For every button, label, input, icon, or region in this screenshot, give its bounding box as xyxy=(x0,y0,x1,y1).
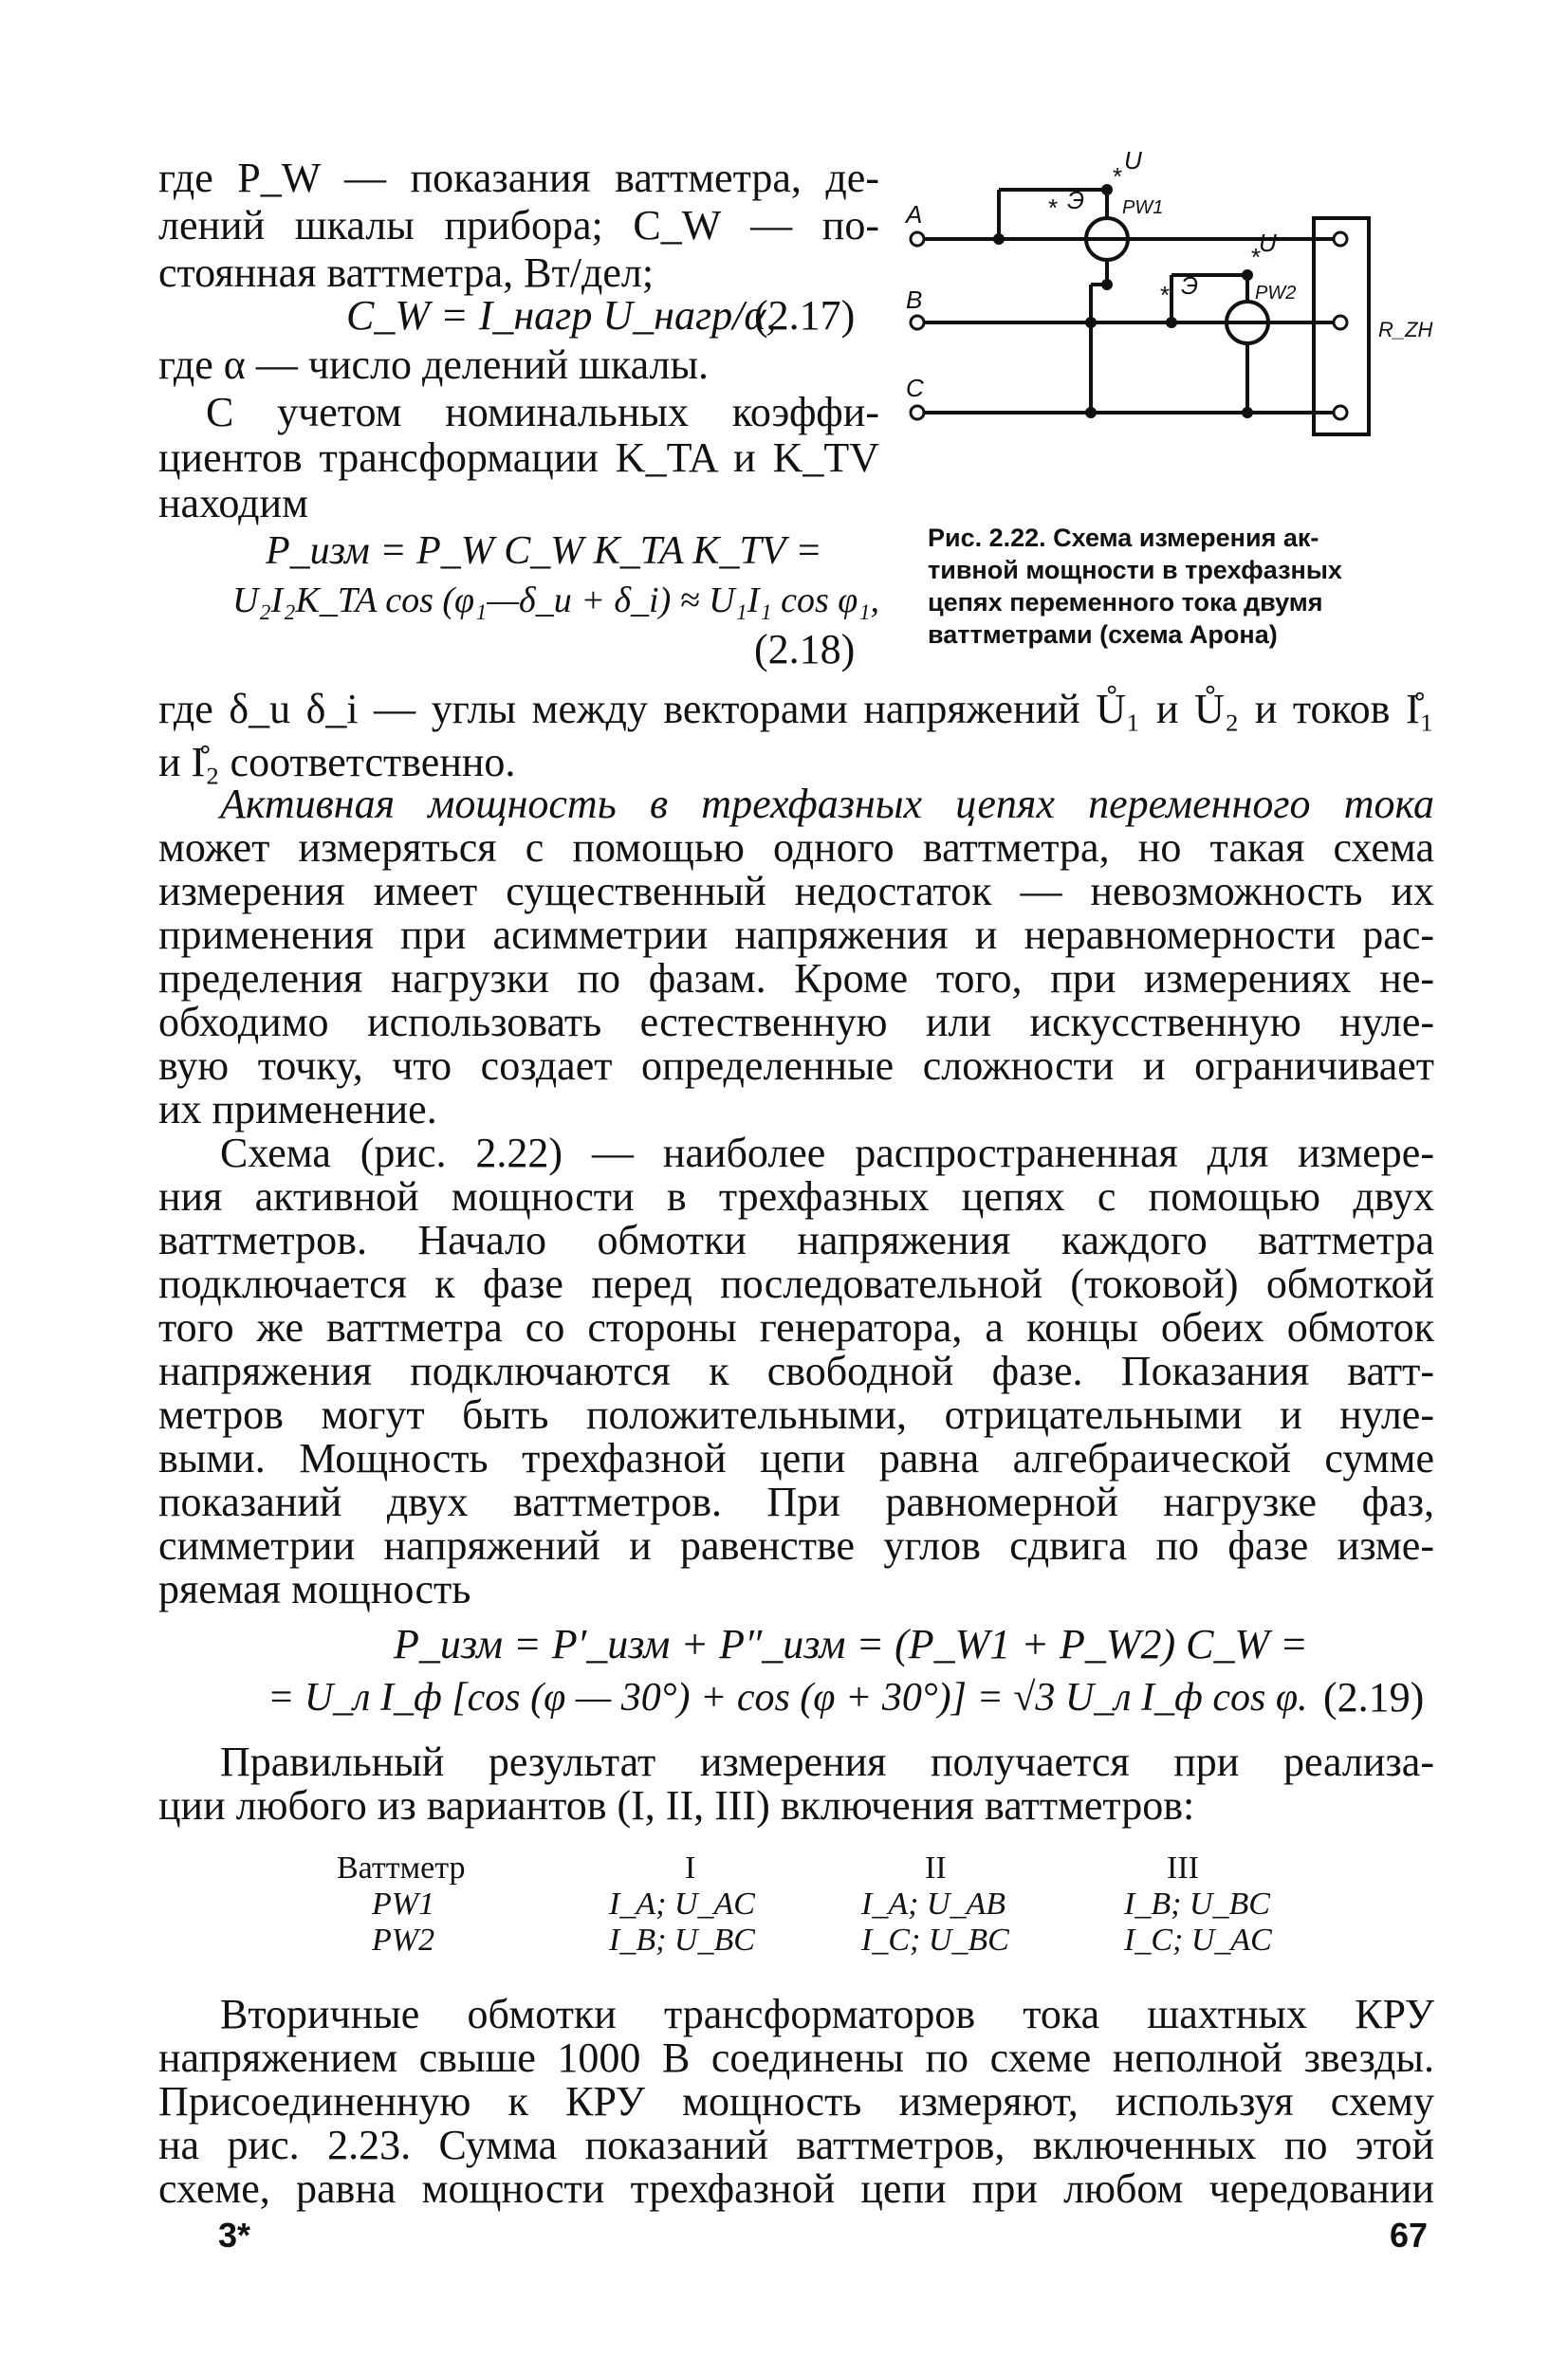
text-line: применения при асимметрии напряжения и неравномерности рас- xyxy=(158,911,1434,958)
text-line: выми. Мощность трехфазной цепи равна алгебраической сумме xyxy=(158,1435,1434,1482)
table-cell: I_B; U_BC xyxy=(1124,1887,1270,1922)
label-i2: Э xyxy=(1181,271,1199,300)
table-cell: PW2 xyxy=(372,1923,435,1958)
text-line: напряжением свыше 1000 В соединены по схеме неполной звезды. xyxy=(158,2034,1434,2081)
phase-label-c: C xyxy=(906,374,924,402)
equation-number: (2.19) xyxy=(1323,1674,1425,1721)
text-line: измерения имеет существенный недостаток — невозможность их xyxy=(158,868,1434,914)
table-header-col: I xyxy=(685,1850,696,1886)
text-line: симметрии напряжений и равенстве углов сдвига по фазе изме- xyxy=(158,1522,1434,1569)
table-cell: I_A; U_AB xyxy=(861,1887,1006,1922)
label-star: * xyxy=(1160,281,1171,309)
aron-circuit-diagram xyxy=(896,142,1466,474)
text-line: метров могут быть положительными, отрицательными и нуле- xyxy=(158,1391,1434,1438)
text-line: лений шкалы прибора; C_W — по- xyxy=(158,202,879,249)
table-cell: I_A; U_AC xyxy=(609,1887,755,1922)
text-line: и I̊₂ соответственно. xyxy=(158,739,516,785)
text-line: обходимо использовать естественную или искусственную нуле- xyxy=(158,999,1434,1045)
text-line-italic: Активная мощность в трехфазных цепях переменного тока xyxy=(220,781,1434,827)
phase-label-b: B xyxy=(906,285,923,314)
signature-mark: 3* xyxy=(218,2216,251,2255)
text-line: их применение. xyxy=(158,1086,437,1132)
label-rzh: R_ZH xyxy=(1378,318,1433,341)
figure-caption-line: ваттметрами (схема Арона) xyxy=(928,620,1278,649)
text-line: показаний двух ваттметров. При равномерной нагрузке фаз, xyxy=(158,1479,1434,1525)
equation-2-18b: U₂I₂K_TA cos (φ₁—δ_u + δ_i) ≈ U₁I₁ cos φ₁, xyxy=(232,580,879,620)
text-line: напряжения подключаются к свободной фазе. Показания ватт- xyxy=(158,1348,1434,1394)
label-i1: Э xyxy=(1067,186,1085,214)
table-cell: PW1 xyxy=(372,1887,435,1922)
text-line: может измеряться с помощью одного ваттметра, но такая схема xyxy=(158,824,1434,871)
text-line: находим xyxy=(158,480,308,526)
figure-caption-line: Рис. 2.22. Схема измерения ак- xyxy=(928,524,1319,552)
text-line: на рис. 2.23. Сумма показаний ваттметров, включенных по этой xyxy=(158,2122,1434,2168)
table-cell: I_C; U_BC xyxy=(861,1923,1009,1958)
text-line: Схема (рис. 2.22) — наиболее распространенная для измере- xyxy=(220,1130,1434,1176)
phase-label-a: A xyxy=(906,200,923,229)
equation-number: (2.17) xyxy=(754,292,856,339)
text-line: Правильный результат измерения получается при реализа- xyxy=(220,1739,1434,1785)
text-line: того же ваттметра со стороны генератора, а концы обеих обмоток xyxy=(158,1304,1434,1351)
text-line: ции любого из вариантов (I, II, III) включения ваттметров: xyxy=(158,1782,1195,1829)
text-line: где P_W — показания ваттметра, де- xyxy=(158,155,879,201)
page-number: 67 xyxy=(1390,2216,1429,2255)
figure-caption-line: цепях переменного тока двумя xyxy=(928,588,1323,617)
table-header-col: II xyxy=(925,1850,947,1886)
figure-caption-line: тивной мощности в трехфазных xyxy=(928,556,1342,584)
label-u1: U xyxy=(1124,146,1142,175)
text-line: ряемая мощность xyxy=(158,1566,471,1612)
table-cell: I_C; U_AC xyxy=(1124,1923,1272,1958)
text-line: где α — число делений шкалы. xyxy=(158,341,710,388)
text-line: циентов трансформации K_TA и K_TV xyxy=(158,434,879,481)
table-cell: I_B; U_BC xyxy=(609,1923,755,1958)
text-line: схеме, равна мощности трехфазной цепи при любом чередовании xyxy=(158,2165,1434,2212)
text-line: стоянная ваттметра, Вт/дел; xyxy=(158,249,655,296)
equation-2-17: C_W = I_нагр U_нагр/α, xyxy=(346,292,777,339)
text-line: С учетом номинальных коэффи- xyxy=(206,389,879,435)
table-header-wattmeter: Ваттметр xyxy=(337,1850,466,1886)
label-star: * xyxy=(1251,243,1262,271)
equation-2-19b: = U_л I_ф [cos (φ — 30°) + cos (φ + 30°)] = √3 U_л I_ф cos φ. xyxy=(267,1676,1308,1720)
text-line: вую точку, что создает определенные сложности и ограничивает xyxy=(158,1042,1434,1089)
text-line: ния активной мощности в трехфазных цепях с помощью двух xyxy=(158,1173,1434,1220)
equation-2-18a: P_изм = P_W C_W K_TA K_TV = xyxy=(266,529,822,573)
text-line: ваттметров. Начало обмотки напряжения каждого ваттметра xyxy=(158,1217,1434,1263)
text-line: пределения нагрузки по фазам. Кроме того, при измерениях не- xyxy=(158,955,1434,1002)
label-pw1: PW1 xyxy=(1122,197,1164,218)
equation-number: (2.18) xyxy=(754,626,856,672)
text-line: Вторичные обмотки трансформаторов тока шахтных КРУ xyxy=(220,1991,1434,2037)
equation-2-19a: P_изм = P′_изм + P″_изм = (P_W1 + P_W2) C_W = xyxy=(394,1621,1308,1667)
label-pw2: PW2 xyxy=(1255,283,1297,304)
table-header-col: III xyxy=(1167,1850,1199,1886)
label-star: * xyxy=(1048,193,1059,222)
label-u2: U xyxy=(1259,229,1277,257)
text-line: Присоединенную к КРУ мощность измеряют, используя схему xyxy=(158,2078,1434,2125)
text-line: где δ_u δ_i — углы между векторами напряжений Ů₁ и Ů₂ и токов I̊₁ xyxy=(158,686,1434,732)
label-star: * xyxy=(1113,162,1123,191)
text-line: подключается к фазе перед последовательной (токовой) обмоткой xyxy=(158,1261,1434,1307)
